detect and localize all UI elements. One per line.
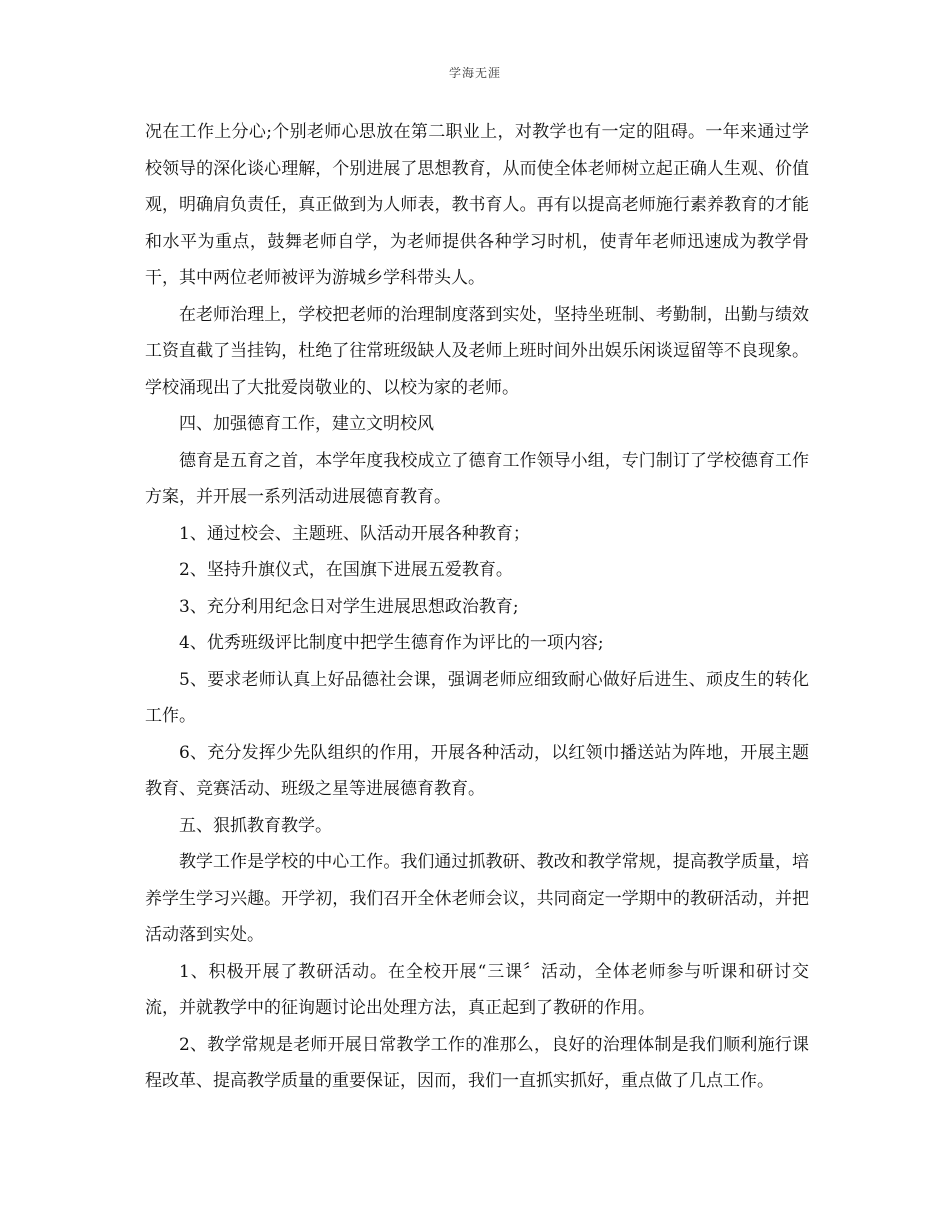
document-body [145, 114, 809, 1100]
list-item: 6、充分发挥少先队组织的作用，开展各种活动，以红领巾播送站为阵地，开展主题教育、竞赛活动、班级之星等进展德育教育。 [145, 742, 809, 799]
paragraph: 在老师治理上，学校把老师的治理制度落到实处，坚持坐班制、考勤制，出勤与绩效工资直截了当挂钩，杜绝了往常班级缺人及老师上班时间外出娱乐闲谈逗留等不良现象。学校涌现出了大批爱岗敬业的、以校为家的老师。 [145, 304, 809, 398]
list-item: 3、充分利用纪念日对学生进展思想政治教育; [179, 596, 519, 617]
paragraph: 教学工作是学校的中心工作。我们通过抓教研、教改和教学常规，提高教学质量，培养学生学习兴趣。开学初，我们召开全休老师会议，共同商定一学期中的教研活动，并把活动落到实处。 [145, 852, 809, 945]
list-item: 1、积极开展了教研活动。在全校开展“三课〞活动，全体老师参与听课和研讨交流，并就教学中的征询题讨论出处理方法，真正起到了教研的作用。 [145, 961, 809, 1018]
section-heading: 五、狠抓教育教学。 [179, 815, 332, 836]
section-heading: 四、加强德育工作，建立文明校风 [179, 414, 434, 434]
list-item: 5、要求老师认真上好品德社会课，强调老师应细致耐心做好后进生、顽皮生的转化工作。 [145, 669, 809, 726]
paragraph: 德育是五育之首，本学年度我校成立了德育工作领导小组，专门制订了学校德育工作方案，并开展一系列活动进展德育教育。 [145, 450, 809, 507]
list-item: 2、教学常规是老师开展日常教学工作的准那么，良好的治理体制是我们顺利施行课程改革、提高教学质量的重要保证，因而，我们一直抓实抓好，重点做了几点工作。 [145, 1034, 809, 1091]
list-item: 1、通过校会、主题班、队活动开展各种教育； [179, 523, 530, 544]
list-item: 4、优秀班级评比制度中把学生德育作为评比的一项内容; [179, 633, 604, 653]
paragraph: 况在工作上分心;个别老师心思放在第二职业上，对教学也有一定的阻碍。一年来通过学校领导的深化谈心理解，个别进展了思想教育，从而使全体老师树立起正确人生观、价值观，明确肩负责任，真正做到为人师表，教书育人。再有以提高老师施行素养教育的才能和水平为重点，鼓舞老师自学，为老师提供各种学习时机，使青年老师迅速成为教学骨干，其中两位老师被评为游城乡学科带头人。 [145, 122, 809, 288]
list-item: 2、坚持升旗仪式，在国旗下进展五爱教育。 [179, 560, 513, 580]
page-header: 学海无涯 [448, 66, 501, 80]
